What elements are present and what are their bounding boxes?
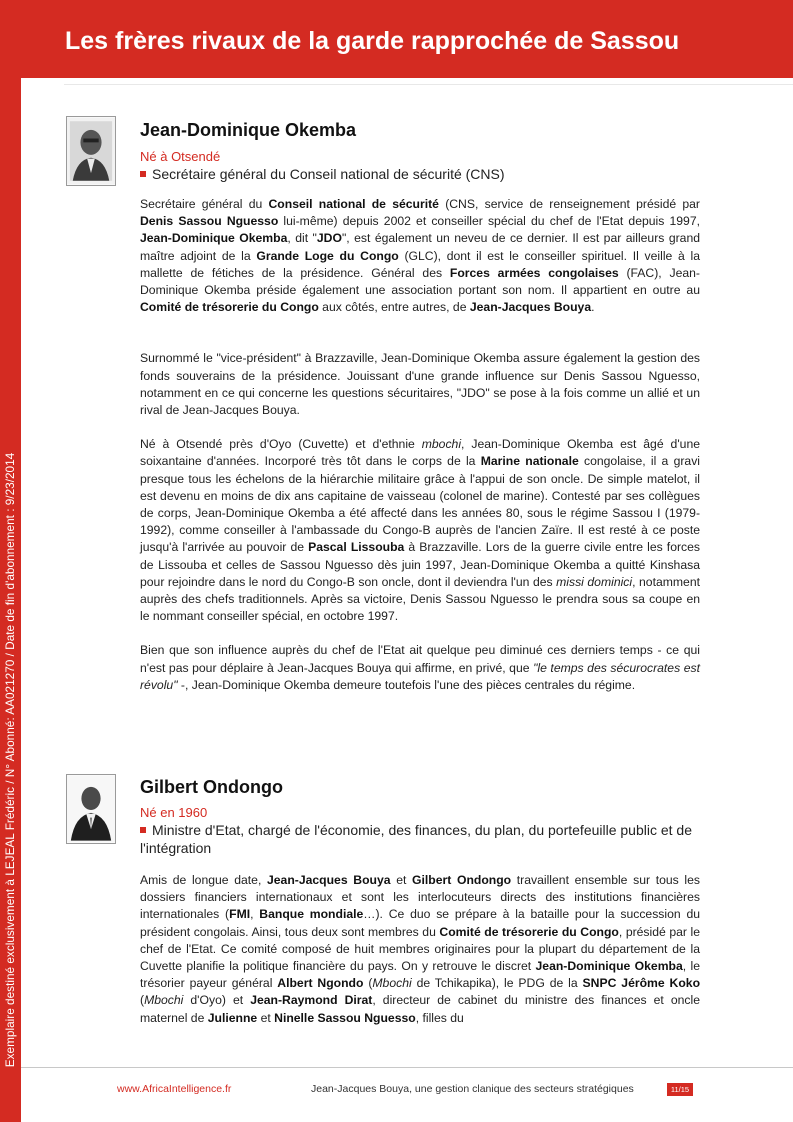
page-number-badge: 11/15 xyxy=(667,1083,693,1096)
bio-paragraph: Amis de longue date, Jean-Jacques Bouya et Gilbert Ondongo travaillent ensemble sur tous les dossiers financiers internationaux et sont les interlocuteurs directs des institutions financières internationales (FMI, Banque mondiale…). Ce duo se prépare à la bataille pour la succession du président congolais. Ainsi, tous deux sont membres du Comité de trésorerie du Congo, présidé par le chef de l'Etat. Ce comité composé de huit membres originaires pour la plupart du département de la Cuvette planifie la politique financière du pays. On y retrouve le discret Jean-Dominique Okemba, le trésorier payeur général Albert Ngondo (Mbochi de Tchikapika), le PDG de la SNPC Jérôme Koko (Mbochi d'Oyo) et Jean-Raymond Dirat, directeur de cabinet du ministre des finances et oncle maternel de Julienne et Ninelle Sassou Nguesso, filles du xyxy=(140,873,701,1025)
bio-paragraph: Secrétaire général du Conseil national de sécurité (CNS, service de renseignement présidé par Denis Sassou Nguesso lui-même) depuis 2002 et conseiller spécial du chef de l'Etat depuis 1997, Jean-Dominique Okemba, dit "JDO", est également un neveu de ce dernier. Il est par ailleurs grand maître adjoint de la Grande Loge du Congo (GLC), dont il est le conseiller spirituel. Il veille à la mallette de fétiches de la présidence. Général des Forces armées congolaises (FAC), Jean-Dominique Okemba préside également une association portant son nom. Il appartient en outre au Comité de trésorerie du Congo aux côtés, entre autres, de Jean-Jacques Bouya. xyxy=(140,197,700,315)
bio-paragraph: Né à Otsendé près d'Oyo (Cuvette) et d'ethnie mbochi, Jean-Dominique Okemba est âgé d'une soixantaine d'années. Incorporé très tôt dans le corps de la Marine nationale congolaise, il a gravi presque tous les échelons de la hiérarchie militaire grâce à l'appui de son oncle. De simple matelot, il est devenu en moins de dix ans capitaine de vaisseau (colonel de marine). Contesté par ses collègues de corps, Jean-Dominique Okemba a été affecté dans les années 80, sous le régime Sassou I (1979-1992), comme conseiller à l'ambassade du Congo-B auprès de l'ancien Zaïre. Il est resté à ce poste jusqu'à l'arrivée au pouvoir de Pascal Lissouba à Brazzaville. Lors de la guerre civile entre les forces de Lissouba et celles de Sassou Nguesso dès juin 1997, Jean-Dominique Okemba a quitté Kinshasa pour rejoindre dans le nord du Congo-B son oncle, dont il deviendra l'un des missi dominici, notamment auprès des chefs traditionnels. Après sa victoire, Denis Sassou Nguesso le prendra sous sa coupe en le nommant conseiller spécial, en octobre 1997. xyxy=(140,437,701,624)
person-role-text: Ministre d'Etat, chargé de l'économie, des finances, du plan, du portefeuille public et de l'intégration xyxy=(140,822,693,856)
footer-website-link[interactable]: www.AfricaIntelligence.fr xyxy=(117,1083,232,1095)
portrait-okemba xyxy=(66,116,116,186)
bullet-square-icon xyxy=(140,171,146,177)
footer-document-title: Jean-Jacques Bouya, une gestion clanique des secteurs stratégiques xyxy=(311,1083,634,1095)
person-okemba xyxy=(140,120,700,694)
page-header xyxy=(21,0,793,78)
person-birth: Né en 1960 xyxy=(140,805,208,820)
person-role xyxy=(140,821,700,857)
bullet-square-icon xyxy=(140,827,146,833)
footer-divider xyxy=(21,1067,793,1068)
bio-paragraph: Surnommé le "vice-président" à Brazzaville, Jean-Dominique Okemba assure également la gestion des fonds souverains de la présidence. Jouissant d'une grande influence sur Denis Sassou Nguesso, notamment en ce qui concerne les questions sécuritaires, "JDO" se pose à la fois comme un allié et un rival de Jean-Jacques Bouya. xyxy=(140,351,700,418)
header-divider xyxy=(64,84,793,85)
sidebar-strip xyxy=(0,0,21,1122)
person-name: Gilbert Ondongo xyxy=(140,777,283,797)
person-role xyxy=(140,165,700,183)
person-ondongo xyxy=(140,777,700,1027)
person-birth: Né à Otsendé xyxy=(140,149,221,164)
portrait-ondongo xyxy=(66,774,116,844)
person-name: Jean-Dominique Okemba xyxy=(140,120,357,140)
person-role-text: Secrétaire général du Conseil national de sécurité (CNS) xyxy=(152,166,505,182)
portrait-ondongo-image xyxy=(67,775,115,843)
portrait-okemba-image xyxy=(67,117,115,185)
page-title: Les frères rivaux de la garde rapprochée de Sassou xyxy=(65,27,680,55)
subscriber-notice: Exemplaire destiné exclusivement à LEJEAL Frédéric / N° Abonné: AA021270 / Date de fin d'abonnement : 9/23/2014 xyxy=(3,452,17,1068)
bio-paragraph: Bien que son influence auprès du chef de l'Etat ait quelque peu diminué ces derniers temps - ce qui n'est pas pour déplaire à Jean-Jacques Bouya qui affirme, en privé, que "le temps des sécurocrates est révolu" -, Jean-Dominique Okemba demeure toutefois l'une des pièces centrales du régime. xyxy=(140,643,700,692)
